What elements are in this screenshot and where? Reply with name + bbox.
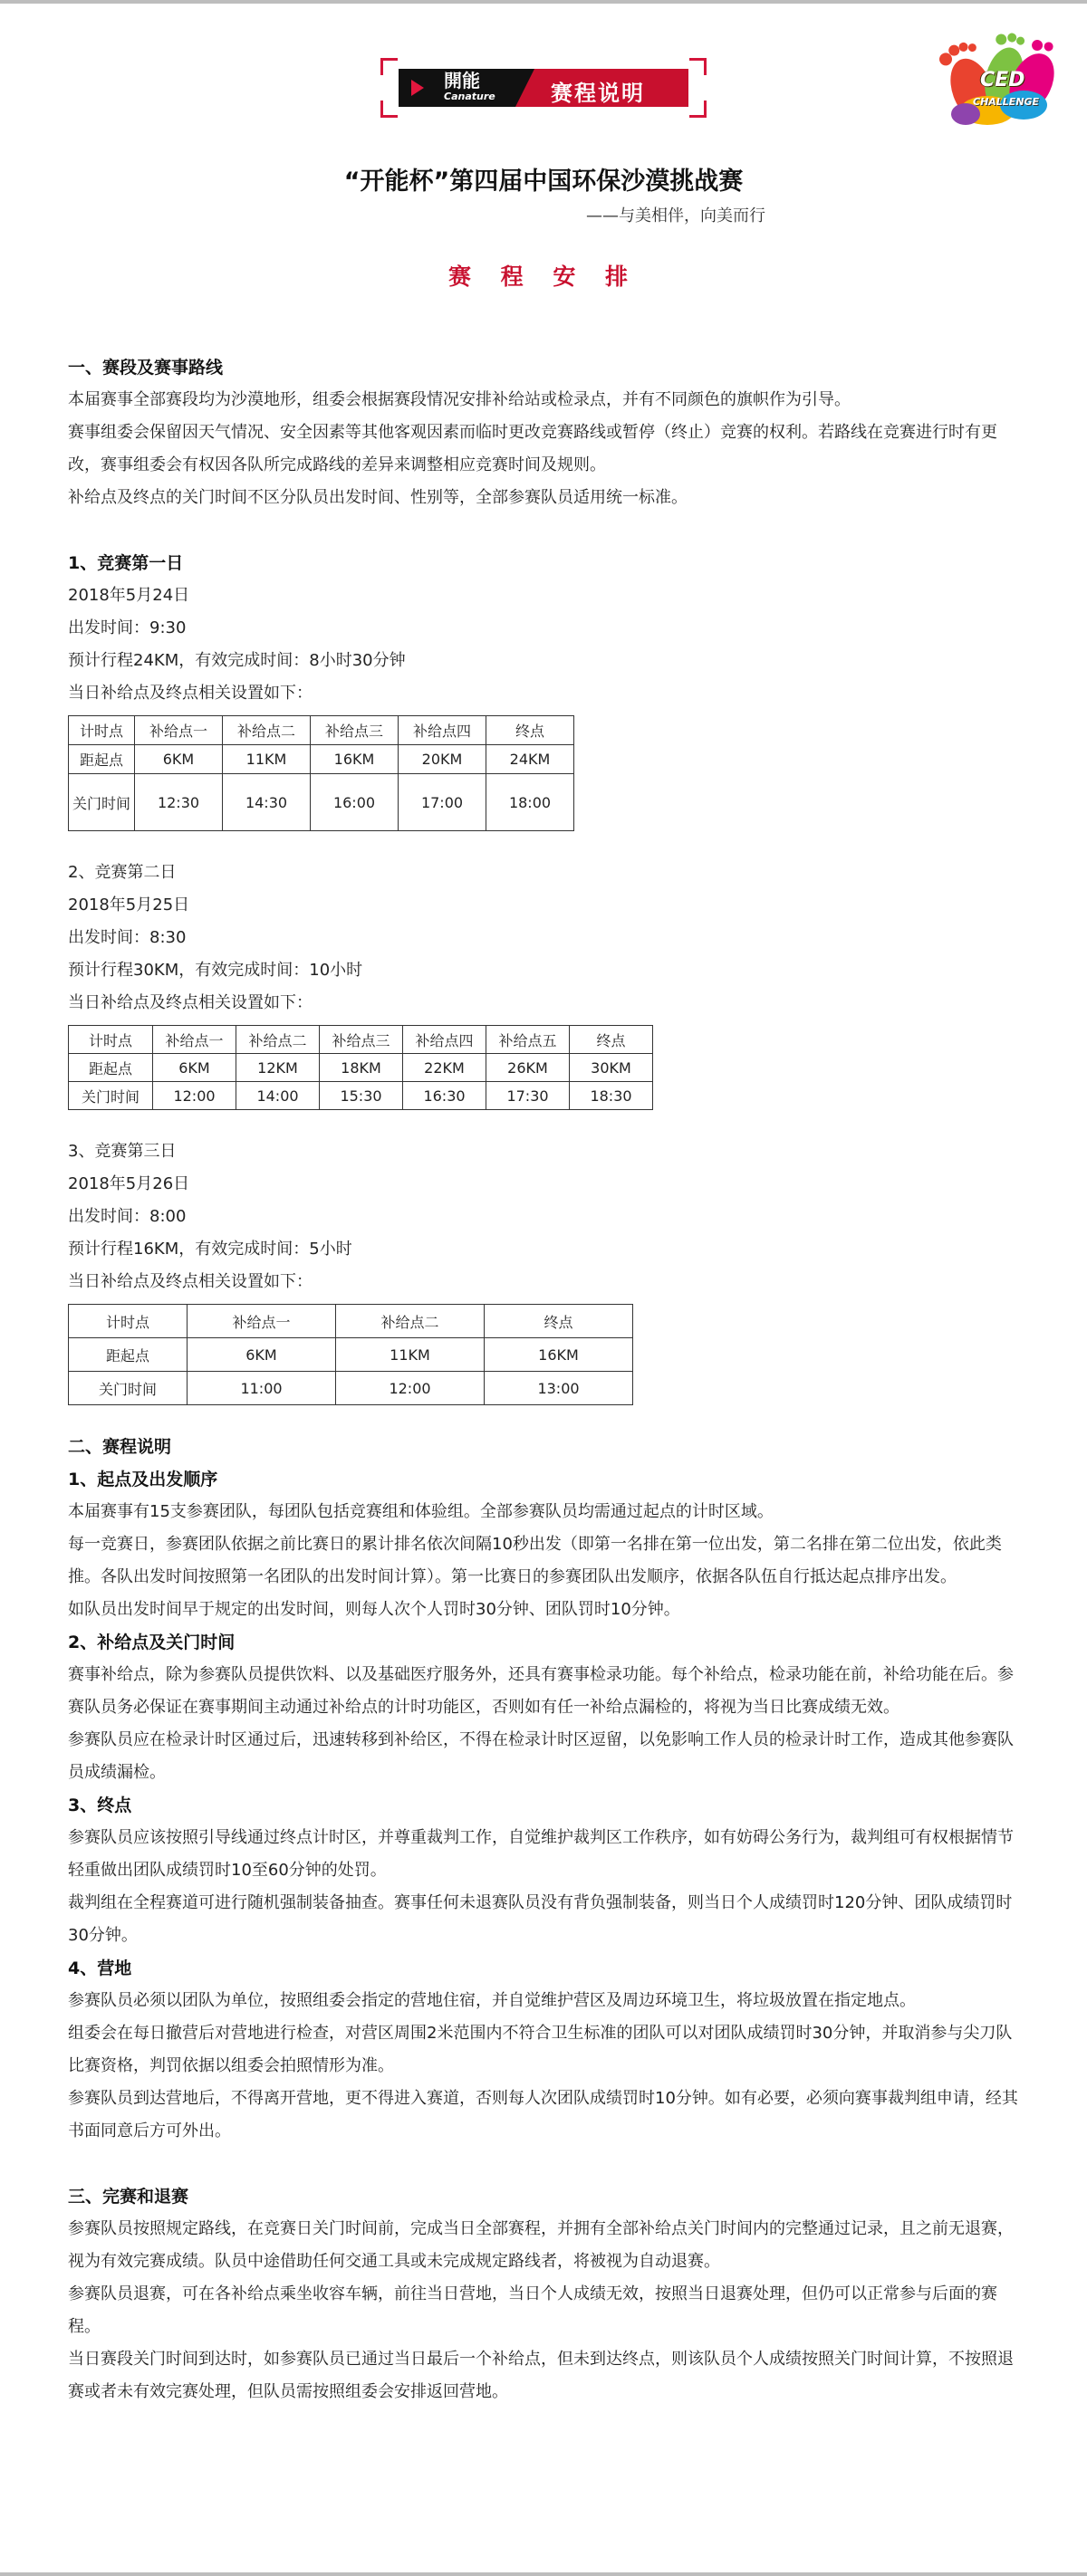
paragraph: 补给点及终点的关门时间不区分队员出发时间、性别等，全部参赛队员适用统一标准。 xyxy=(68,488,688,507)
paragraph: 参赛队员到达营地后，不得离开营地，更不得进入赛道，否则每人次团队成绩罚时10分钟。如有必要，必须向赛事裁判组申请，经其书面同意后方可外出。 xyxy=(68,2089,1018,2140)
table-cell: 距起点 xyxy=(69,745,135,774)
section-heading: 二、赛程说明 xyxy=(68,1437,172,1457)
table-cell: 计时点 xyxy=(69,1026,153,1054)
table-row xyxy=(69,1082,653,1110)
subsection-heading: 2、补给点及关门时间 xyxy=(68,1633,236,1652)
table-cell: 补给点三 xyxy=(320,1026,403,1054)
bottom-edge-line xyxy=(0,2572,1087,2576)
day-distance: 预计行程16KM，有效完成时间：5小时 xyxy=(68,1240,352,1259)
table-row xyxy=(69,1372,633,1405)
section-heading: 三、完赛和退赛 xyxy=(68,2187,189,2207)
day-heading: 3、竞赛第三日 xyxy=(68,1142,177,1161)
table-cell: 13:00 xyxy=(485,1372,633,1405)
day-start-time: 出发时间：8:00 xyxy=(68,1207,187,1226)
table-cell: 12:00 xyxy=(153,1082,236,1110)
banner-corner xyxy=(380,101,398,118)
paragraph: 本届赛事全部赛段均为沙漠地形，组委会根据赛段情况安排补给站或检录点，并有不同颜色的旗帜作为引导。 xyxy=(68,390,851,409)
subsection-heading: 1、起点及出发顺序 xyxy=(68,1470,218,1489)
table-cell: 计时点 xyxy=(69,716,135,745)
subsection-heading: 4、营地 xyxy=(68,1958,132,1978)
table-cell: 16:00 xyxy=(311,774,399,831)
paragraph: 参赛队员按照规定路线，在竞赛日关门时间前，完成当日全部赛程，并拥有全部补给点关门时间内的完整通过记录，且之前无退赛，视为有效完赛成绩。队员中途借助任何交通工具或未完成规定路线者，将被视为自动退赛。 xyxy=(68,2219,1014,2271)
document-body xyxy=(68,351,1019,2408)
banner-title: 赛程说明 xyxy=(551,81,645,106)
table-cell: 20KM xyxy=(399,745,486,774)
day-distance: 预计行程24KM，有效完成时间：8小时30分钟 xyxy=(68,651,406,670)
document-subtitle: ——与美相伴，向美而行 xyxy=(586,206,765,225)
table-cell: 补给点五 xyxy=(486,1026,570,1054)
paragraph: 参赛队员必须以团队为单位，按照组委会指定的营地住宿，并自觉维护营区及周边环境卫生，将垃圾放置在指定地点。 xyxy=(68,1991,916,2010)
paragraph: 组委会在每日撤营后对营地进行检查，对营区周围2米范围内不符合卫生标准的团队可以对团队成绩罚时30分钟，并取消参与尖刀队比赛资格，判罚依据以组委会拍照情形为准。 xyxy=(68,2024,1013,2075)
table-row xyxy=(69,1338,633,1372)
table-cell: 距起点 xyxy=(69,1338,188,1372)
table-cell: 补给点二 xyxy=(223,716,311,745)
table-header-row xyxy=(69,1305,633,1338)
day-date: 2018年5月24日 xyxy=(68,586,190,605)
table-cell: 关门时间 xyxy=(69,1372,188,1405)
banner-bar xyxy=(399,69,688,107)
paragraph: 裁判组在全程赛道可进行随机强制装备抽查。赛事任何未退赛队员没有背负强制装备，则当日个人成绩罚时120分钟、团队成绩罚时30分钟。 xyxy=(68,1893,1013,1945)
table-cell: 距起点 xyxy=(69,1054,153,1082)
table-header-row xyxy=(69,716,574,745)
top-edge-line xyxy=(0,0,1087,4)
document-title: “开能杯”第四届中国环保沙漠挑战赛 xyxy=(343,168,744,196)
logo-title: CED xyxy=(980,69,1025,91)
table-cell: 终点 xyxy=(485,1305,633,1338)
banner-corner xyxy=(689,101,707,118)
table-cell: 15:30 xyxy=(320,1082,403,1110)
table-cell: 18:30 xyxy=(570,1082,653,1110)
day-heading: 2、竞赛第二日 xyxy=(68,863,177,882)
table-header-row xyxy=(69,1026,653,1054)
brand-name-en: Canature xyxy=(444,91,495,102)
section-heading: 一、赛段及赛事路线 xyxy=(68,358,224,378)
table-cell: 17:30 xyxy=(486,1082,570,1110)
paragraph: 当日赛段关门时间到达时，如参赛队员已通过当日最后一个补给点，但未到达终点，则该队员个人成绩按照关门时间计算，不按照退赛或者未有效完赛处理，但队员需按照组委会安排返回营地。 xyxy=(68,2350,1014,2401)
table-row xyxy=(69,745,574,774)
paragraph: 参赛队员应该按照引导线通过终点计时区，并尊重裁判工作，自觉维护裁判区工作秩序，如有妨碍公务行为，裁判组可有权根据情节轻重做出团队成绩罚时10至60分钟的处罚。 xyxy=(68,1828,1014,1880)
table-row xyxy=(69,774,574,831)
day-heading: 1、竞赛第一日 xyxy=(68,553,184,573)
table-cell: 12KM xyxy=(236,1054,320,1082)
table-cell: 11KM xyxy=(336,1338,485,1372)
paragraph: 本届赛事有15支参赛团队，每团队包括竞赛组和体验组。全部参赛队员均需通过起点的计时区域。 xyxy=(68,1502,774,1521)
day-start-time: 出发时间：8:30 xyxy=(68,928,187,947)
schedule-heading: 赛 程 安 排 xyxy=(447,263,640,290)
table-cell: 关门时间 xyxy=(69,1082,153,1110)
brand-name-cn: 開能 xyxy=(444,70,480,91)
day-date: 2018年5月25日 xyxy=(68,895,190,915)
table-cell: 24KM xyxy=(486,745,574,774)
table-cell: 终点 xyxy=(570,1026,653,1054)
table-cell: 12:30 xyxy=(135,774,223,831)
day2-checkpoint-table xyxy=(68,1025,653,1110)
table-cell: 11:00 xyxy=(188,1372,336,1405)
paragraph: 如队员出发时间早于规定的出发时间，则每人次个人罚时30分钟、团队罚时10分钟。 xyxy=(68,1600,680,1619)
paragraph: 每一竞赛日，参赛团队依据之前比赛日的累计排名依次间隔10秒出发（即第一名排在第一位出发，第二名排在第二位出发，依此类推。各队出发时间按照第一名团队的出发时间计算）。第一比赛日的参赛团队出发顺序，依据各队伍自行抵达起点排序出发。 xyxy=(68,1535,1002,1586)
day-distance: 预计行程30KM，有效完成时间：10小时 xyxy=(68,961,363,980)
table-cell: 17:00 xyxy=(399,774,486,831)
table-cell: 关门时间 xyxy=(69,774,135,831)
day-date: 2018年5月26日 xyxy=(68,1174,190,1193)
table-cell: 6KM xyxy=(135,745,223,774)
day-note: 当日补给点及终点相关设置如下： xyxy=(68,993,313,1012)
table-cell: 终点 xyxy=(486,716,574,745)
subsection-heading: 3、终点 xyxy=(68,1796,132,1815)
table-cell: 补给点四 xyxy=(399,716,486,745)
table-cell: 12:00 xyxy=(336,1372,485,1405)
table-cell: 计时点 xyxy=(69,1305,188,1338)
table-row xyxy=(69,1054,653,1082)
table-cell: 16:30 xyxy=(403,1082,486,1110)
banner-corner xyxy=(380,58,398,75)
day-note: 当日补给点及终点相关设置如下： xyxy=(68,1272,313,1291)
table-cell: 16KM xyxy=(311,745,399,774)
table-cell: 补给点二 xyxy=(336,1305,485,1338)
paragraph: 赛事组委会保留因天气情况、安全因素等其他客观因素而临时更改竞赛路线或暂停（终止）竞赛的权利。若路线在竞赛进行时有更改，赛事组委会有权因各队所完成路线的差异来调整相应竞赛时间及规则。 xyxy=(68,423,997,474)
table-cell: 补给点二 xyxy=(236,1026,320,1054)
table-cell: 30KM xyxy=(570,1054,653,1082)
day-note: 当日补给点及终点相关设置如下： xyxy=(68,684,313,703)
day3-checkpoint-table xyxy=(68,1304,633,1405)
day-start-time: 出发时间：9:30 xyxy=(68,618,187,637)
play-icon xyxy=(411,80,424,96)
table-cell: 16KM xyxy=(485,1338,633,1372)
table-cell: 22KM xyxy=(403,1054,486,1082)
banner-corner xyxy=(689,58,707,75)
table-cell: 14:30 xyxy=(223,774,311,831)
paragraph: 赛事补给点，除为参赛队员提供饮料、以及基础医疗服务外，还具有赛事检录功能。每个补给点，检录功能在前，补给功能在后。参赛队员务必保证在赛事期间主动通过补给点的计时功能区，否则如有任一补给点漏检的，将视为当日比赛成绩无效。 xyxy=(68,1665,1014,1717)
table-cell: 补给点一 xyxy=(153,1026,236,1054)
table-cell: 6KM xyxy=(188,1338,336,1372)
table-cell: 补给点一 xyxy=(135,716,223,745)
table-cell: 6KM xyxy=(153,1054,236,1082)
table-cell: 26KM xyxy=(486,1054,570,1082)
header-banner xyxy=(380,58,707,118)
table-cell: 18:00 xyxy=(486,774,574,831)
logo-subtitle: CHALLENGE xyxy=(973,96,1040,108)
table-cell: 11KM xyxy=(223,745,311,774)
table-cell: 补给点一 xyxy=(188,1305,336,1338)
table-cell: 18KM xyxy=(320,1054,403,1082)
paragraph: 参赛队员退赛，可在各补给点乘坐收容车辆，前往当日营地，当日个人成绩无效，按照当日退赛处理，但仍可以正常参与后面的赛程。 xyxy=(68,2284,997,2336)
day1-checkpoint-table xyxy=(68,715,574,831)
table-cell: 补给点三 xyxy=(311,716,399,745)
table-cell: 14:00 xyxy=(236,1082,320,1110)
table-cell: 补给点四 xyxy=(403,1026,486,1054)
ced-challenge-logo xyxy=(933,27,1069,136)
brand-logo xyxy=(444,72,495,101)
paragraph: 参赛队员应在检录计时区通过后，迅速转移到补给区，不得在检录计时区逗留，以免影响工作人员的检录计时工作，造成其他参赛队员成绩漏检。 xyxy=(68,1730,1014,1782)
